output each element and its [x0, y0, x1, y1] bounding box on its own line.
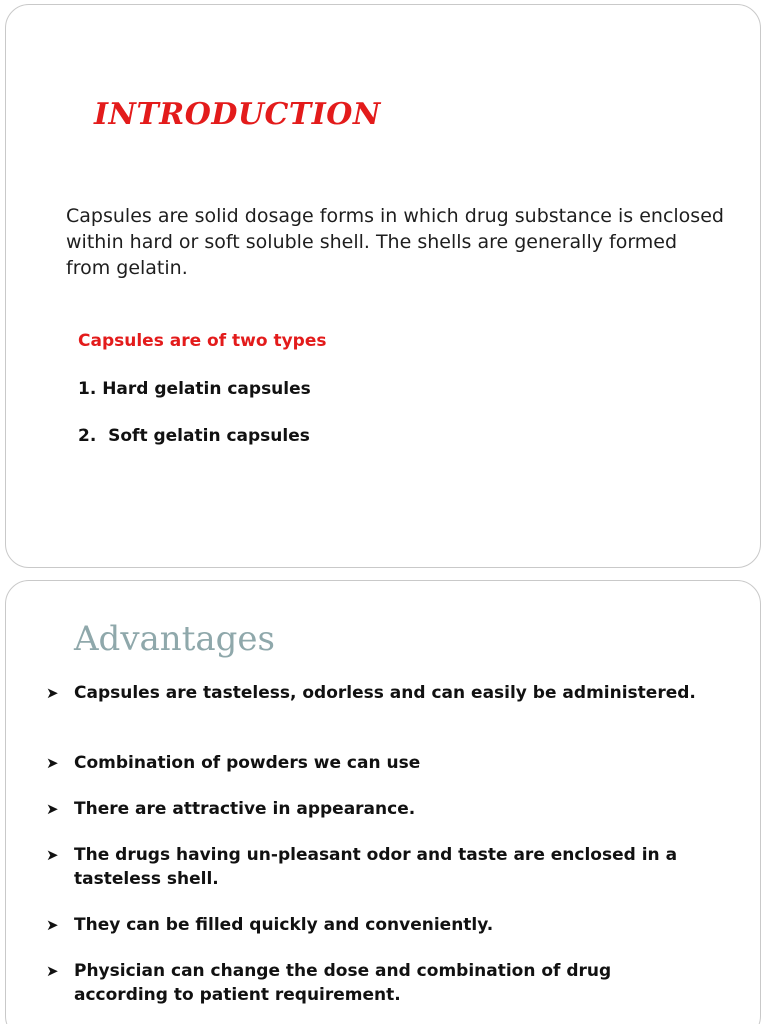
- arrowhead-bullet-icon: ➤: [46, 684, 59, 702]
- slide-title: INTRODUCTION: [94, 97, 381, 132]
- list-item: [46, 959, 706, 1007]
- list-item: [46, 843, 706, 891]
- list-item-text: Combination of powders we can use: [74, 753, 421, 773]
- types-heading: Capsules are of two types: [78, 331, 327, 351]
- slide-title: Advantages: [74, 619, 275, 659]
- arrowhead-bullet-icon: ➤: [46, 800, 59, 818]
- list-item-text: They can be filled quickly and conveniently.: [74, 915, 494, 935]
- list-item-text: The drugs having un-pleasant odor and taste are enclosed in a tasteless shell.: [74, 845, 678, 889]
- arrowhead-bullet-icon: ➤: [46, 962, 59, 980]
- type-item-hard-gelatin: 1. Hard gelatin capsules: [78, 379, 311, 399]
- list-item: [46, 681, 706, 705]
- list-item: [46, 913, 706, 937]
- list-item-text: There are attractive in appearance.: [74, 799, 416, 819]
- list-item-text: Capsules are tasteless, odorless and can easily be administered.: [74, 683, 696, 703]
- list-item: [46, 797, 706, 821]
- intro-paragraph: Capsules are solid dosage forms in which drug substance is enclosed within hard or soft soluble shell. The shells are generally formed from gelatin.: [66, 205, 724, 279]
- slide-advantages: [5, 580, 761, 1024]
- list-item-text: Physician can change the dose and combination of drug according to patient requirement.: [74, 961, 612, 1005]
- type-item-soft-gelatin: 2. Soft gelatin capsules: [78, 426, 310, 446]
- arrowhead-bullet-icon: ➤: [46, 846, 59, 864]
- arrowhead-bullet-icon: ➤: [46, 916, 59, 934]
- list-item: [46, 751, 706, 775]
- arrowhead-bullet-icon: ➤: [46, 754, 59, 772]
- slide-introduction: [5, 4, 761, 568]
